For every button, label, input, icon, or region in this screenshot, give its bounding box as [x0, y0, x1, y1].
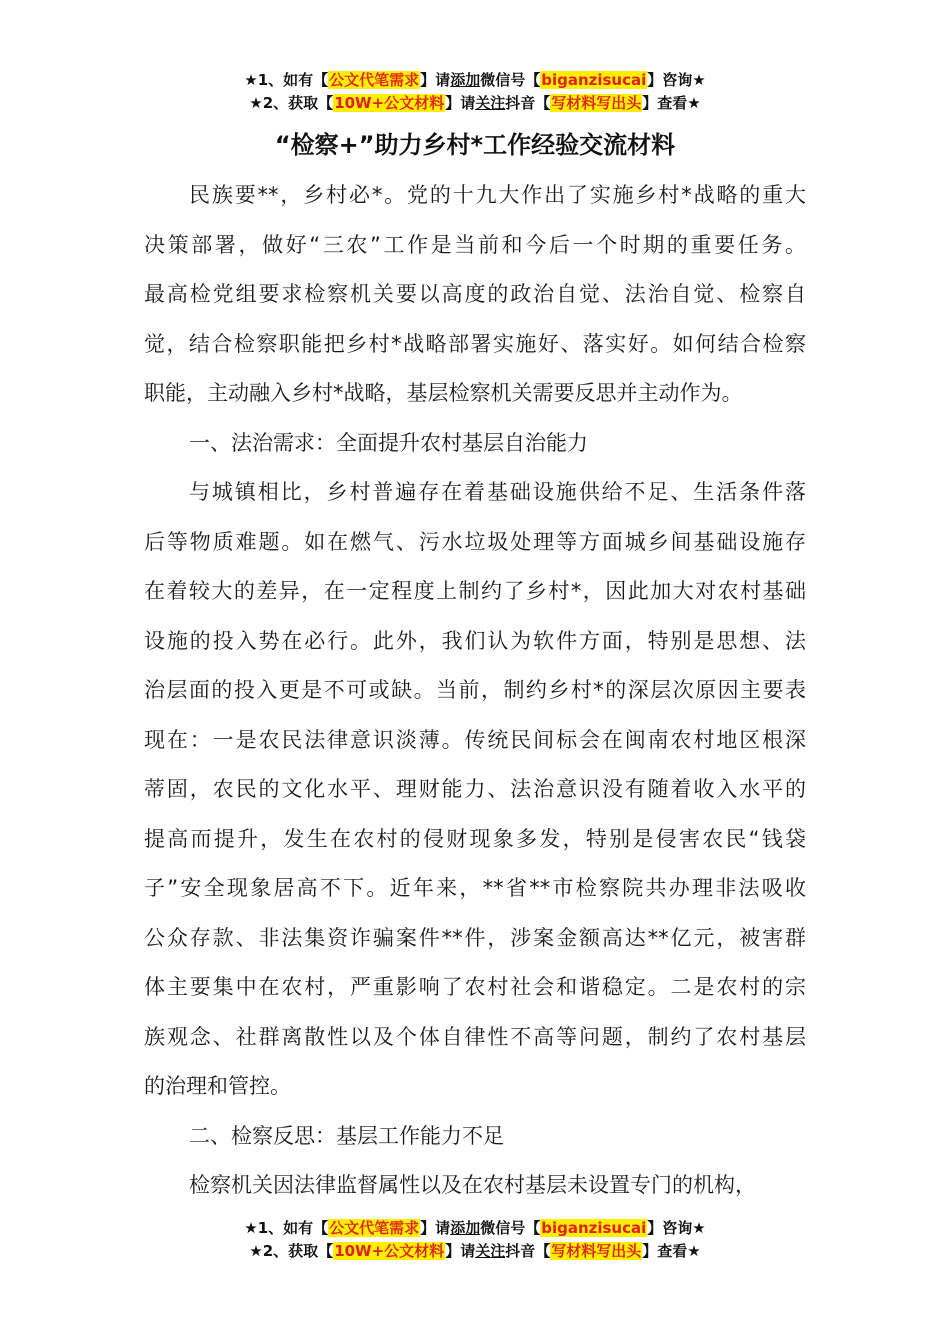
- promo-highlight: 10W+公文材料: [334, 1242, 445, 1260]
- document-body: [144, 171, 806, 1211]
- body-line: 与城镇相比，乡村普遍存在着基础设施供给不足、生活条件落: [189, 480, 806, 504]
- promo-line-2: ★2、获取【10W+公文材料】请关注抖音【写材料写出头】查看★: [249, 1242, 701, 1260]
- body-line: 子”安全现象居高不下。近年来，**省**市检察院共办理非法吸收: [144, 876, 806, 900]
- wechat-id: biganzisucai: [541, 71, 647, 89]
- section-heading-1: 一、法治需求：全面提升农村基层自治能力: [189, 430, 588, 455]
- document-title: “检察+”助力乡村*工作经验交流材料: [274, 131, 676, 159]
- promo-line-1: ★1、如有【公文代笔需求】请添加微信号【biganzisucai】咨询★: [244, 71, 706, 89]
- body-line: 在着较大的差异，在一定程度上制约了乡村*，因此加大对农村基础: [144, 579, 806, 603]
- body-line: 检察机关因法律监督属性以及在农村基层未设置专门的机构，: [189, 1173, 756, 1197]
- body-line: 的治理和管控。: [144, 1074, 291, 1098]
- douyin-account: 写材料写出头: [551, 1242, 642, 1260]
- douyin-account: 写材料写出头: [551, 94, 642, 112]
- promo-highlight: 公文代笔需求: [329, 1219, 420, 1237]
- promo-line-1: ★1、如有【公文代笔需求】请添加微信号【biganzisucai】咨询★: [244, 1219, 706, 1237]
- body-line: 决策部署，做好“三农”工作是当前和今后一个时期的重要任务。: [144, 232, 806, 257]
- body-line: 设施的投入势在必行。此外，我们认为软件方面，特别是思想、法: [144, 628, 806, 653]
- body-line: 公众存款、非法集资诈骗案件**件，涉案金额高达**亿元，被害群: [144, 925, 806, 950]
- body-line: 后等物质难题。如在燃气、污水垃圾处理等方面城乡间基础设施存: [144, 529, 806, 554]
- body-line: 现在：一是农民法律意识淡薄。传统民间标会在闽南农村地区根深: [144, 727, 806, 752]
- body-line: 职能，主动融入乡村*战略，基层检察机关需要反思并主动作为。: [144, 381, 743, 405]
- body-line: 最高检党组要求检察机关要以高度的政治自觉、法治自觉、检察自: [144, 282, 806, 306]
- body-line: 族观念、社群离散性以及个体自律性不高等问题，制约了农村基层: [144, 1024, 806, 1049]
- body-line: 蒂固，农民的文化水平、理财能力、法治意识没有随着收入水平的: [144, 777, 806, 801]
- body-line: 体主要集中在农村，严重影响了农村社会和谐稳定。二是农村的宗: [144, 975, 806, 999]
- promo-banner-top: [0, 69, 950, 115]
- body-line: 觉，结合检察职能把乡村*战略部署实施好、落实好。如何结合检察: [144, 331, 806, 356]
- section-heading-2: 二、检察反思：基层工作能力不足: [189, 1123, 504, 1148]
- body-line: 民族要**，乡村必*。党的十九大作出了实施乡村*战略的重大: [189, 183, 806, 207]
- wechat-id: biganzisucai: [541, 1219, 647, 1237]
- promo-banner-bottom: [0, 1217, 950, 1263]
- promo-highlight: 公文代笔需求: [329, 71, 420, 89]
- promo-highlight: 10W+公文材料: [334, 94, 445, 112]
- body-line: 治层面的投入更是不可或缺。当前，制约乡村*的深层次原因主要表: [144, 678, 806, 702]
- body-line: 提高而提升，发生在农村的侵财现象多发，特别是侵害农民“钱袋: [144, 826, 806, 851]
- promo-line-2: ★2、获取【10W+公文材料】请关注抖音【写材料写出头】查看★: [249, 94, 701, 112]
